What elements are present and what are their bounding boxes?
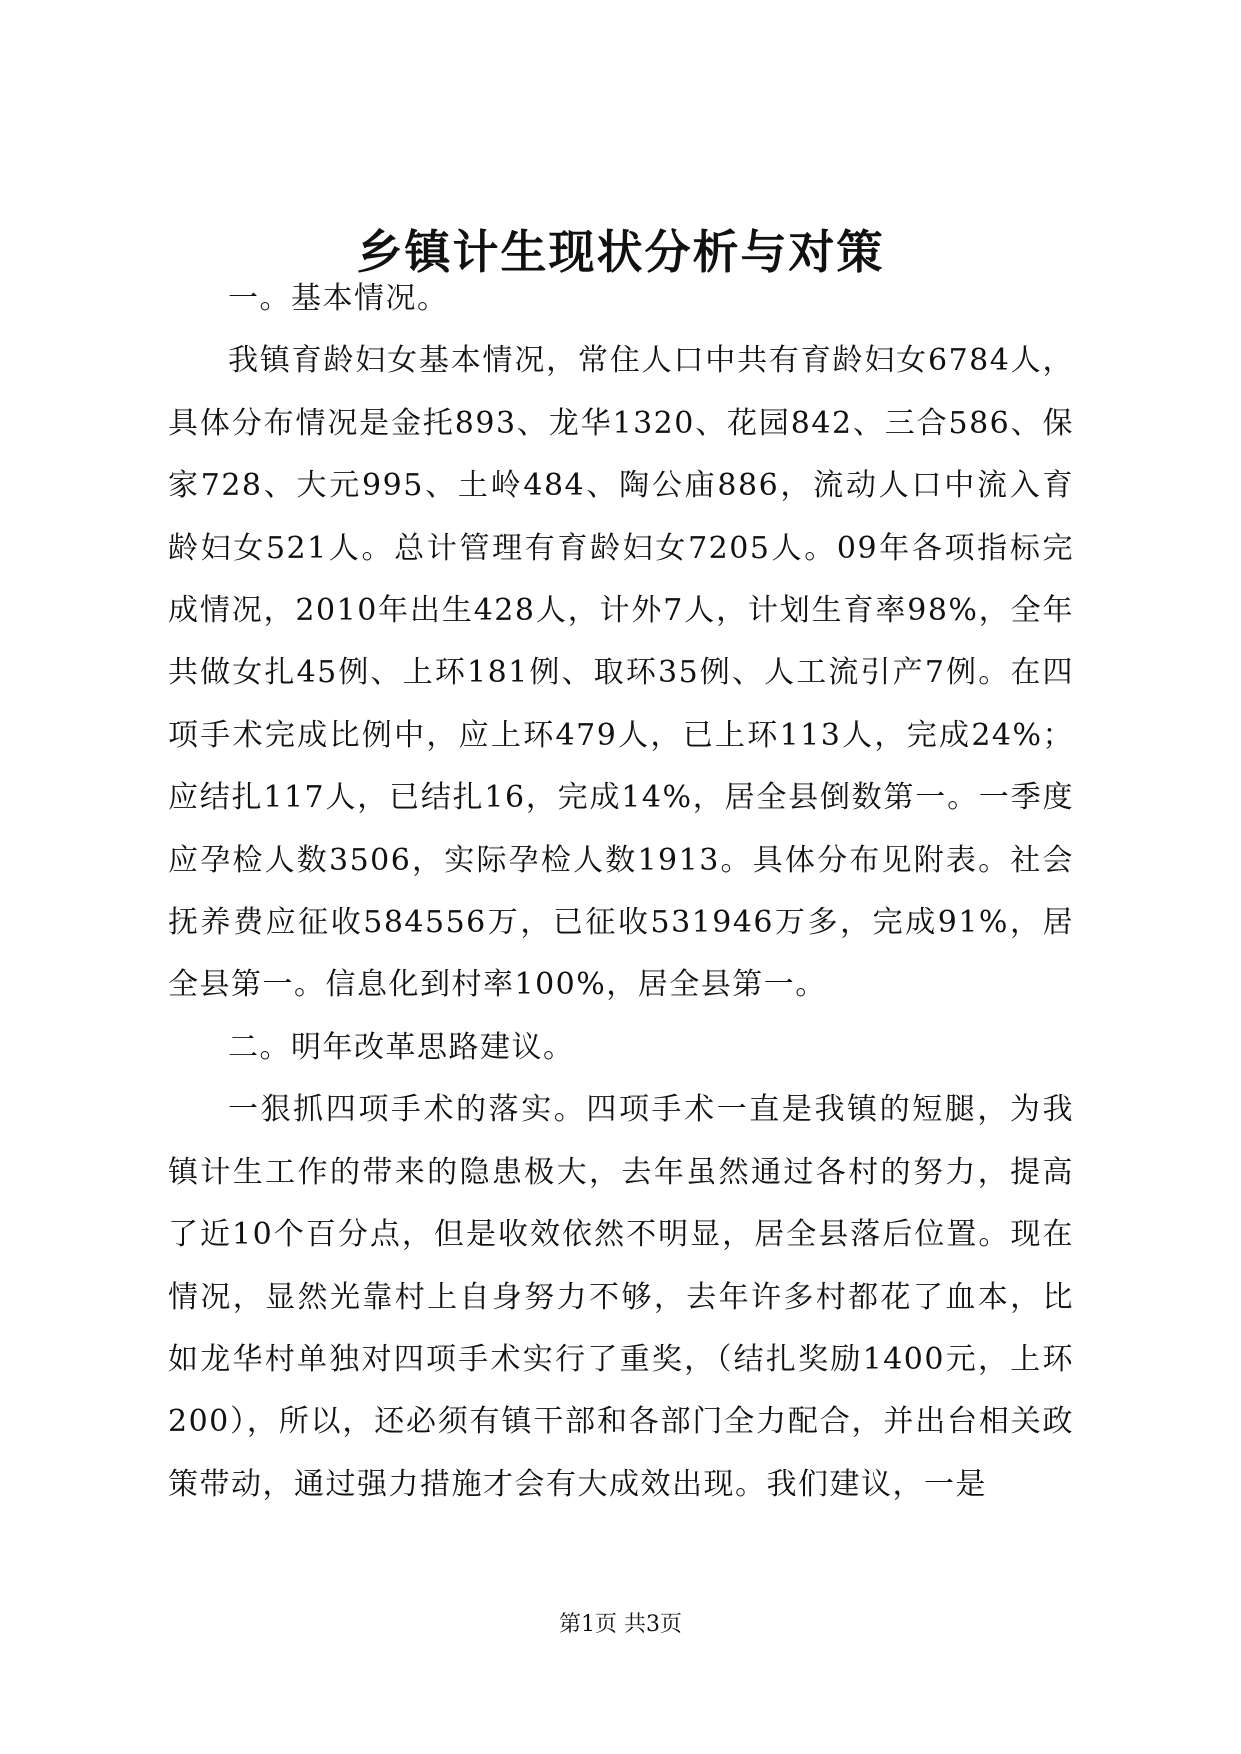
page-footer xyxy=(0,1610,1241,1640)
paragraph-basic-situation: 我镇育龄妇女基本情况，常住人口中共有育龄妇女6784人，具体分布情况是金托893、龙华1320、花园842、三合586、保家728、大元995、土岭484、陶公庙886，流动人口中流入育龄妇女521人。总计管理有育龄妇女7205人。09年各项指标完成情况，2010年出生428人，计外7人，计划生育率98%，全年共做女扎45例、上环181例、取环35例、人工流引产7例。在四项手术完成比例中，应上环479人，已上环113人，完成24%；应结扎117人，已结扎16，完成14%，居全县倒数第一。一季度应孕检人数3506，实际孕检人数1913。具体分布见附表。社会抚养费应征收584556万，已征收531946万多，完成91%，居全县第一。信息化到村率100%，居全县第一。 xyxy=(168,343,1074,1003)
section-heading-basic-situation: 一。基本情况。 xyxy=(228,281,449,316)
section-heading-reform-suggestions: 二。明年改革思路建议。 xyxy=(228,1029,575,1065)
page-title: 乡镇计生现状分析与对策 xyxy=(356,225,885,279)
page-number: 第1页 共3页 xyxy=(559,1612,682,1637)
paragraph-four-surgeries: 一狠抓四项手术的落实。四项手术一直是我镇的短腿，为我镇计生工作的带来的隐患极大，去年虽然通过各村的努力，提高了近10个百分点，但是收效依然不明显，居全县落后位置。现在情况，显然光靠村上自身努力不够，去年许多村都花了血本，比如龙华村单独对四项手术实行了重奖，（结扎奖励1400元，上环200），所以，还必须有镇干部和各部门全力配合，并出台相关政策带动，通过强力措施才会有大成效出现。我们建议，一是 xyxy=(168,1092,1074,1502)
document-body xyxy=(168,268,1074,1516)
